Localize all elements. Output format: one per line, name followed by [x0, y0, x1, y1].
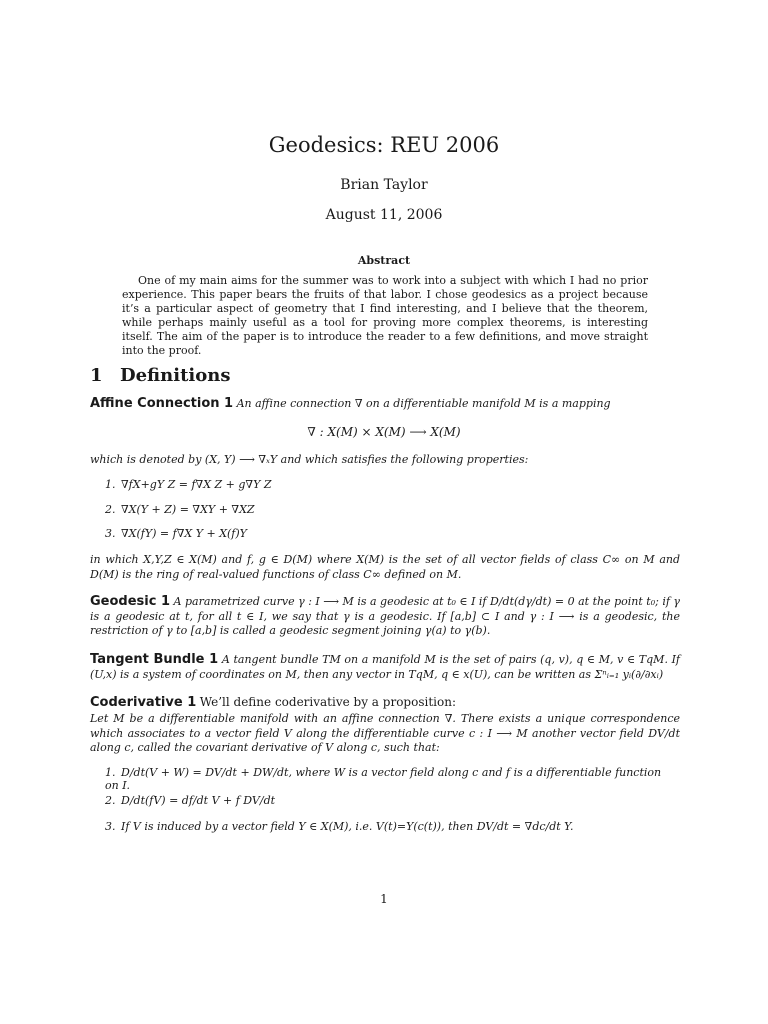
affine-item-text: ∇fX+gY Z = f∇X Z + g∇Y Z [121, 478, 272, 491]
page-number: 1 [380, 892, 388, 906]
affine-item-text: ∇X(Y + Z) = ∇XY + ∇XZ [121, 503, 255, 516]
affine-item-number: 3. [105, 527, 116, 540]
tangent-bundle-text: A tangent bundle TM on a manifold M is the set of pairs (q, v), q ∈ M, v ∈ TqM. If (U,x) is a system of coordinates on M, then any vector in TqM, q ∈ x(U), can be written as Σⁿᵢ₌₁ yᵢ(∂/∂xᵢ) [90, 653, 681, 681]
abstract-heading: Abstract [357, 254, 411, 267]
paper-date: August 11, 2006 [325, 207, 443, 223]
coderivative-item-3 [105, 820, 574, 833]
affine-item-3 [105, 527, 247, 540]
coderivative-item-number: 1. [105, 766, 116, 779]
geodesic-def [90, 595, 680, 639]
abstract-body: One of my main aims for the summer was to work into a subject with which I had no prior experience. This paper bears the fruits of that labor. I chose geodesics as a project because it’s a particular aspect of geometry that I find interesting, and I believe that the theorem, while perhaps mainly useful as a tool for proving more complex theorems, is interesting itself. The aim of the paper is to introduce the reader to a few definitions, and move straight into the proof. [122, 274, 648, 357]
paper-title: Geodesics: REU 2006 [268, 133, 500, 157]
geodesic-text: A parametrized curve γ : I ⟶ M is a geodesic at t₀ ∈ I if D/dt(dγ/dt) = 0 at the point t₀; if γ is a geodesic at t, for all t ∈ I, we say that γ is a geodesic. If [a,b] ⊂ I and γ : I ⟶ is a geodesic, the restriction of γ to [a,b] is called a geodesic segment joining γ(a) to γ(b). [90, 595, 681, 637]
coderivative-label: Coderivative 1 [90, 695, 197, 710]
coderivative-item-1 [105, 766, 675, 792]
affine-item-text: ∇X(fY) = f∇X Y + X(f)Y [121, 527, 247, 540]
affine-item-1 [105, 478, 272, 491]
coderivative-item-number: 2. [105, 794, 116, 807]
tangent-bundle-label: Tangent Bundle 1 [90, 652, 219, 667]
affine-connection-def [90, 397, 680, 412]
affine-display-equation: ∇ : X(M) × X(M) ⟶ X(M) [307, 425, 461, 439]
coderivative-item-text: D/dt(fV) = df/dt V + f DV/dt [121, 794, 276, 807]
affine-connection-label: Affine Connection 1 [90, 396, 234, 411]
affine-closing-text: in which X,Y,Z ∈ X(M) and f, g ∈ D(M) where X(M) is the set of all vector fields of class C∞ on M and D(M) is the ring of real-valued functions of class C∞ defined on M. [90, 553, 680, 581]
tangent-bundle-def [90, 653, 680, 682]
affine-after-text: which is denoted by (X, Y) ⟶ ∇ₓY and which satisfies the following properties: [90, 453, 529, 466]
affine-item-number: 2. [105, 503, 116, 516]
coderivative-item-number: 3. [105, 820, 116, 833]
section-number: 1 [90, 365, 103, 386]
section-title: Definitions [120, 365, 231, 386]
coderivative-item-text: If V is induced by a vector field Y ∈ X(M), i.e. V(t)=Y(c(t)), then DV/dt = ∇dc/dt Y. [121, 820, 574, 833]
coderivative-text: Let M be a differentiable manifold with an affine connection ∇. There exists a unique correspondence which associates to a vector field V along the differentiable curve c : I ⟶ M another vector field DV/dt along c, called the covariant derivative of V along c, such that: [90, 712, 680, 754]
affine-item-number: 1. [105, 478, 116, 491]
coderivative-def [90, 695, 680, 711]
coderivative-intro: We’ll define coderivative by a proposition: [199, 695, 456, 709]
author-name: Brian Taylor [340, 177, 428, 193]
section-heading [90, 365, 230, 386]
affine-item-2 [105, 503, 255, 516]
coderivative-item-text: D/dt(V + W) = DV/dt + DW/dt, where W is a vector field along c and f is a differentiable function on I. [105, 766, 662, 792]
coderivative-item-2 [105, 794, 275, 807]
affine-connection-text: An affine connection ∇ on a differentiable manifold M is a mapping [236, 397, 611, 410]
geodesic-label: Geodesic 1 [90, 594, 171, 609]
abstract-text [122, 274, 648, 358]
